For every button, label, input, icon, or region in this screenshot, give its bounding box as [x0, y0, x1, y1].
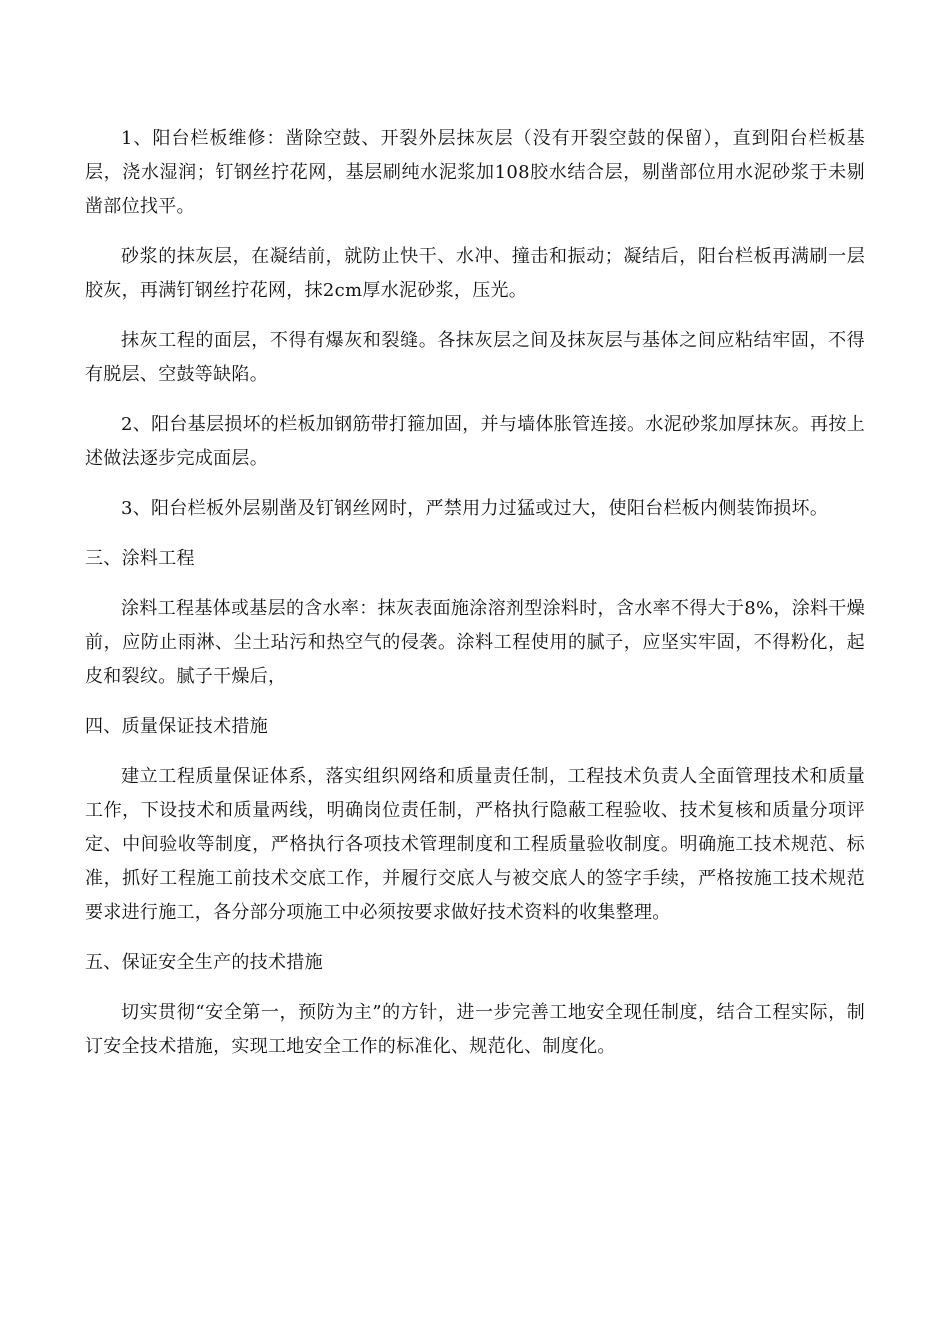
- paragraph-chiseling-caution: 3、阳台栏板外层剔凿及钉钢丝网时，严禁用力过猛或过大，使阳台栏板内侧装饰损坏。: [121, 498, 829, 519]
- paragraph-rebar-reinforcement: 2、阳台基层损坏的栏板加钢筋带打箍加固，并与墙体胀管连接。水泥砂浆加厚抹灰。再按上述做法逐步完成面层。: [85, 414, 865, 469]
- paragraph-quality-system: 建立工程质量保证体系，落实组织网络和质量责任制，工程技术负责人全面管理技术和质量工作，下设技术和质量两线，明确岗位责任制，严格执行隐蔽工程验收、技术复核和质量分项评定、中间验收等制度，严格执行各项技术管理制度和工程质量验收制度。明确施工技术规范、标准，抓好工程施工前技术交底工作，并履行交底人与被交底人的签字手续，严格按施工技术规范要求进行施工，各分部分项施工中必须按要求做好技术资料的收集整理。: [85, 766, 865, 923]
- section-heading-coating: 三、涂料工程: [85, 548, 195, 569]
- paragraph-coating-moisture: 涂料工程基体或基层的含水率：抹灰表面施涂溶剂型涂料时，含水率不得大于8%，涂料干燥前，应防止雨淋、尘土玷污和热空气的侵袭。涂料工程使用的腻子，应坚实牢固，不得粉化，起皮和裂纹。腻子干燥后，: [85, 598, 865, 687]
- paragraph-mortar-layer: 砂浆的抹灰层，在凝结前，就防止快干、水冲、撞击和振动；凝结后，阳台栏板再满刷一层胶灰，再满钉钢丝拧花网，抹2cm厚水泥砂浆，压光。: [85, 246, 865, 301]
- paragraph-plaster-surface: 抹灰工程的面层，不得有爆灰和裂缝。各抹灰层之间及抹灰层与基体之间应粘结牢固，不得有脱层、空鼓等缺陷。: [85, 330, 865, 385]
- section-heading-quality: 四、质量保证技术措施: [85, 716, 268, 737]
- paragraph-balcony-repair: 1、阳台栏板维修：凿除空鼓、开裂外层抹灰层（没有开裂空鼓的保留），直到阳台栏板基层，浇水湿润；钉钢丝拧花网，基层刷纯水泥浆加108胶水结合层，剔凿部位用水泥砂浆于未剔凿部位找平。: [85, 128, 865, 217]
- document-body: [85, 122, 865, 1064]
- paragraph-safety-policy: 切实贯彻“安全第一，预防为主”的方针，进一步完善工地安全现任制度，结合工程实际，制订安全技术措施，实现工地安全工作的标准化、规范化、制度化。: [85, 1002, 865, 1057]
- section-heading-safety: 五、保证安全生产的技术措施: [85, 952, 323, 973]
